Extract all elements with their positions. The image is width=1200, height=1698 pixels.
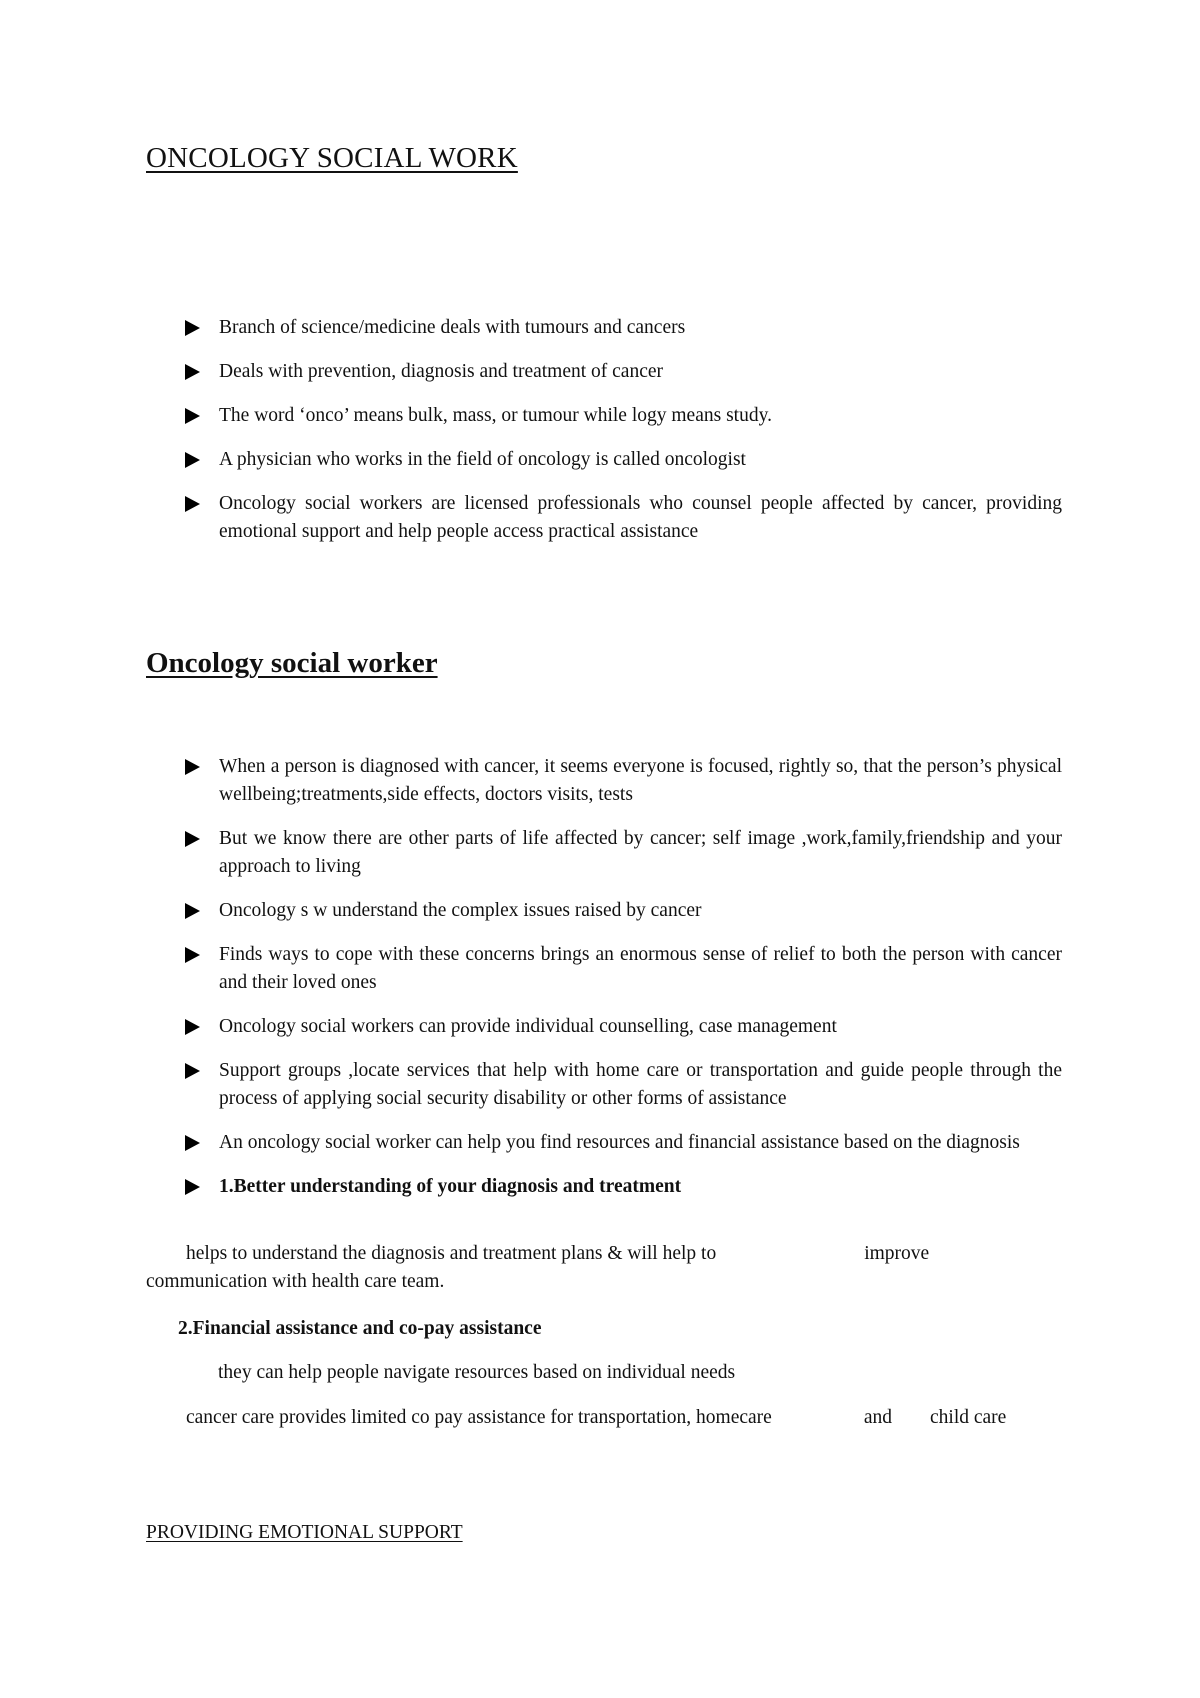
list-item: Branch of science/medicine deals with tumours and cancers bbox=[146, 314, 1062, 342]
arrow-bullet-icon bbox=[185, 831, 200, 847]
list-item: The word ‘onco’ means bulk, mass, or tumour while logy means study. bbox=[146, 402, 1062, 430]
list-item: Oncology social workers are licensed professionals who counsel people affected by cancer, providing emotional support and help people access practical assistance bbox=[146, 490, 1062, 546]
emotional-support-heading: PROVIDING EMOTIONAL SUPPORT bbox=[146, 1522, 463, 1543]
list-item: 1.Better understanding of your diagnosis and treatment bbox=[146, 1173, 1062, 1201]
financial-paragraph: they can help people navigate resources based on individual needs bbox=[218, 1362, 736, 1383]
arrow-bullet-icon bbox=[185, 408, 200, 424]
arrow-bullet-icon bbox=[185, 496, 200, 512]
arrow-bullet-icon bbox=[185, 947, 200, 963]
list-item: Finds ways to cope with these concerns brings an enormous sense of relief to both the person with cancer and their loved ones bbox=[146, 941, 1062, 997]
diagnosis-paragraph: helps to understand the diagnosis and treatment plans & will help to improve communication with health care team. bbox=[146, 1243, 930, 1292]
social-worker-bullet-list bbox=[146, 753, 1062, 1217]
arrow-bullet-icon bbox=[185, 1179, 200, 1195]
section-heading: Oncology social worker bbox=[146, 647, 438, 679]
arrow-bullet-icon bbox=[185, 364, 200, 380]
arrow-bullet-icon bbox=[185, 320, 200, 336]
arrow-bullet-icon bbox=[185, 452, 200, 468]
arrow-bullet-icon bbox=[185, 903, 200, 919]
arrow-bullet-icon bbox=[185, 1135, 200, 1151]
financial-assistance-heading: 2.Financial assistance and co-pay assistance bbox=[178, 1318, 542, 1339]
list-item: Oncology s w understand the complex issues raised by cancer bbox=[146, 897, 1062, 925]
list-item: Oncology social workers can provide individual counselling, case management bbox=[146, 1013, 1062, 1041]
list-item: But we know there are other parts of life affected by cancer; self image ,work,family,friendship and your approach to living bbox=[146, 825, 1062, 881]
list-item: When a person is diagnosed with cancer, it seems everyone is focused, rightly so, that the person’s physical wellbeing;treatments,side effects, doctors visits, tests bbox=[146, 753, 1062, 809]
arrow-bullet-icon bbox=[185, 1019, 200, 1035]
list-item: An oncology social worker can help you find resources and financial assistance based on the diagnosis bbox=[146, 1129, 1062, 1157]
list-item: Support groups ,locate services that help with home care or transportation and guide people through the process of applying social security disability or other forms of assistance bbox=[146, 1057, 1062, 1113]
list-item: A physician who works in the field of oncology is called oncologist bbox=[146, 446, 1062, 474]
copay-paragraph: cancer care provides limited co pay assistance for transportation, homecare and child care bbox=[186, 1407, 1007, 1428]
list-item: Deals with prevention, diagnosis and treatment of cancer bbox=[146, 358, 1062, 386]
arrow-bullet-icon bbox=[185, 759, 200, 775]
arrow-bullet-icon bbox=[185, 1063, 200, 1079]
page-title: ONCOLOGY SOCIAL WORK bbox=[146, 142, 518, 174]
oncology-bullet-list bbox=[146, 314, 1062, 562]
